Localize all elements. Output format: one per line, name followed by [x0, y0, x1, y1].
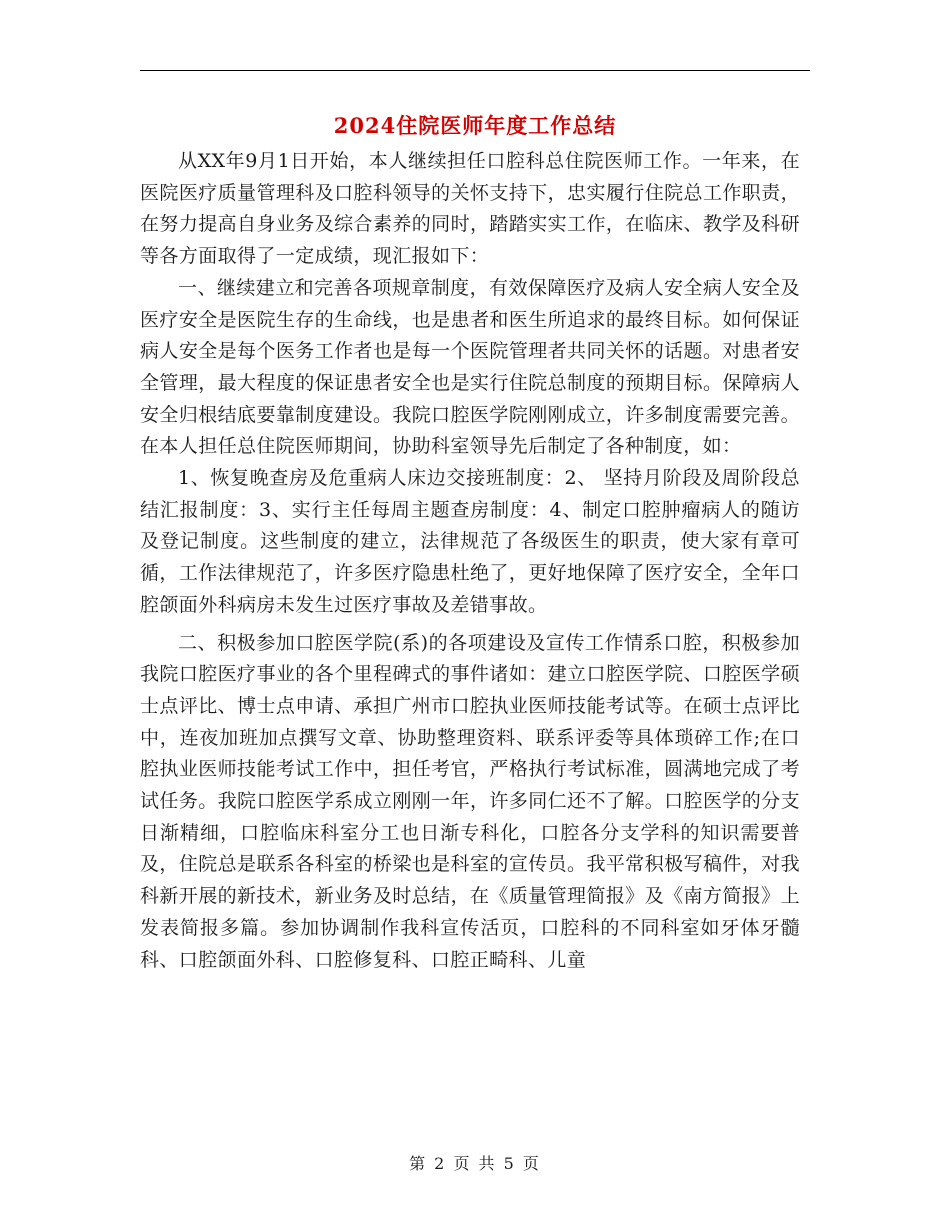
paragraph-section-1-list: 1、恢复晚查房及危重病人床边交接班制度：2、 坚持月阶段及周阶段总结汇报制度：3、实行主任每周主题查房制度：4、制定口腔肿瘤病人的随访及登记制度。这些制度的建立，法律规范了各级医生的职责，使大家有章可循，工作法律规范了，许多医疗隐患杜绝了，更好地保障了医疗安全，全年口腔颌面外科病房未发生过医疗事故及差错事故。	[140, 467, 800, 616]
page-number-footer: 第 2 页 共 5 页	[409, 1154, 541, 1173]
document-title: 2024住院医师年度工作总结	[333, 113, 617, 138]
paragraph-section-2: 二、积极参加口腔医学院(系)的各项建设及宣传工作情系口腔，积极参加我院口腔医疗事业的各个里程碑式的事件诸如：建立口腔医学院、口腔医学硕士点评比、博士点申请、承担广州市口腔执业医师技能考试等。在硕士点评比中，连夜加班加点撰写文章、协助整理资料、联系评委等具体琐碎工作;在口腔执业医师技能考试工作中，担任考官，严格执行考试标准，圆满地完成了考试任务。我院口腔医学系成立刚刚一年，许多同仁还不了解。口腔医学的分支日渐精细，口腔临床科室分工也日渐专科化，口腔各分支学科的知识需要普及，住院总是联系各科室的桥梁也是科室的宣传员。我平常积极写稿件，对我科新开展的新技术，新业务及时总结，在《质量管理简报》及《南方简报》上发表简报多篇。参加协调制作我科宣传活页，口腔科的不同科室如牙体牙髓科、口腔颌面外科、口腔修复科、口腔正畸科、儿童	[140, 631, 800, 971]
document-body	[140, 146, 800, 976]
header-rule	[140, 70, 810, 71]
paragraph-section-1: 一、继续建立和完善各项规章制度，有效保障医疗及病人安全病人安全及医疗安全是医院生存的生命线，也是患者和医生所追求的最终目标。如何保证病人安全是每个医务工作者也是每一个医院管理者共同关怀的话题。对患者安全管理，最大程度的保证患者安全也是实行住院总制度的预期目标。保障病人安全归根结底要靠制度建设。我院口腔医学院刚刚成立，许多制度需要完善。在本人担任总住院医师期间，协助科室领导先后制定了各种制度，如：	[140, 276, 800, 458]
paragraph-intro: 从XX年9月1日开始，本人继续担任口腔科总住院医师工作。一年来，在医院医疗质量管理科及口腔科领导的关怀支持下，忠实履行住院总工作职责，在努力提高自身业务及综合素养的同时，踏踏实实工作，在临床、教学及科研等各方面取得了一定成绩，现汇报如下：	[140, 150, 800, 268]
